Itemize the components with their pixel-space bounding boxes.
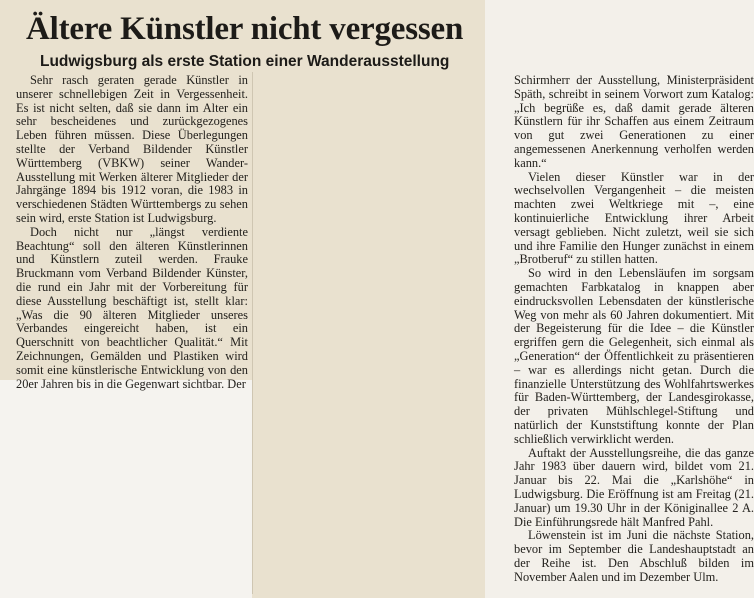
paragraph: Löwenstein ist im Juni die nächste Station, bevor im September die Landeshauptstadt an der Reihe ist. Den Abschluß bilden im November Aalen und im Dezember Ulm. (514, 528, 754, 584)
blank-background (0, 380, 252, 598)
paragraph: Auftakt der Ausstellungsreihe, die das ganze Jahr 1983 über dauern wird, bildet vom 21. Januar bis 22. Mai die „Karlshöhe“ in Ludwigsburg. Die Eröffnung ist am Freitag (21. Januar) um 19.30 Uhr in der Königinallee 2 A. Die Einführungsrede hält Manfred Pahl. (514, 445, 754, 529)
paragraph: Doch nicht nur „längst verdiente Beachtung“ soll den älteren Künstlerinnen und Künstlern zuteil werden. Frauke Bruckmann vom Verband Bildender Künster, die rund ein Jahr mit der Vorbereitung für diese Ausstellung beschäftigt ist, stellt klar: „Was die 90 älteren Mitglieder unseres Verbandes eingereicht haben, ist ein Querschnitt von beachtlicher Qualität.“ Mit Zeichnungen, Gemälden und Plastiken wird somit eine künstlerische Entwicklung von den 20er Jahren bis in die Gegenwart sichtbar. Der (16, 224, 248, 391)
column-left (16, 74, 248, 391)
column-right-clip (257, 73, 754, 598)
subheadline: Ludwigsburg als erste Station einer Wanderausstellung (40, 53, 450, 70)
paragraph: Sehr rasch geraten gerade Künstler in unserer schnellebigen Zeit in Vergessenheit. Es ist nicht selten, daß sie dann im Alter ein sehr bescheidenes und zurückgezogenes Leben führen müssen. Diese Überlegungen stellte der Verband Bildender Künstler Württemberg (VBKW) seiner Wander-Ausstellung mit Werken älterer Mitglieder der Jahrgänge 1894 bis 1912 voran, die 1983 in verschiedenen Städten Württembergs zu sehen sein wird, erste Station ist Ludwigsburg. (16, 73, 248, 225)
paragraph: Vielen dieser Künstler war in der wechselvollen Vergangenheit – die meisten machten zwei Weltkriege mit –, eine kontinuierliche Entwicklung ihrer Arbeit versagt geblieben. Nicht zuletzt, weil sie sich und ihre Familie den Hunger zunächst in einem „Brotberuf“ zu stillen hatten. (514, 169, 754, 267)
paragraph: Schirmherr der Ausstellung, Ministerpräsident Späth, schreibt in seinem Vorwort zum Katalog: „Ich begrüße es, daß damit gerade älteren Künstlern für ihr Schaffen aus einem Zeitraum von gut zwei Generationen zu einer angemessenen Anerkennung verholfen werden kann.“ (514, 73, 754, 170)
column-right (514, 74, 754, 584)
column-divider (252, 72, 253, 594)
headline: Ältere Künstler nicht vergessen (26, 11, 464, 47)
paragraph: So wird in den Lebensläufen im sorgsam gemachten Farbkatalog in knappen aber eindrucksvollen Lebensdaten der künstlerische Weg von mehr als 60 Jahren dokumentiert. Mit der Begeisterung für die Idee – die Künstler ergriffen gern die Gelegenheit, sich einmal als „Generation“ der Öffentlichkeit zu präsentieren – war es allerdings nicht getan. Durch die finanzielle Unterstützung des Wohlfahrtswerkes für Baden-Württemberg, der Landesgirokasse, der privaten Mühlschlegel-Stiftung und natürlich der Kunststiftung konnte der Plan schließlich verwirklicht werden. (514, 266, 754, 446)
